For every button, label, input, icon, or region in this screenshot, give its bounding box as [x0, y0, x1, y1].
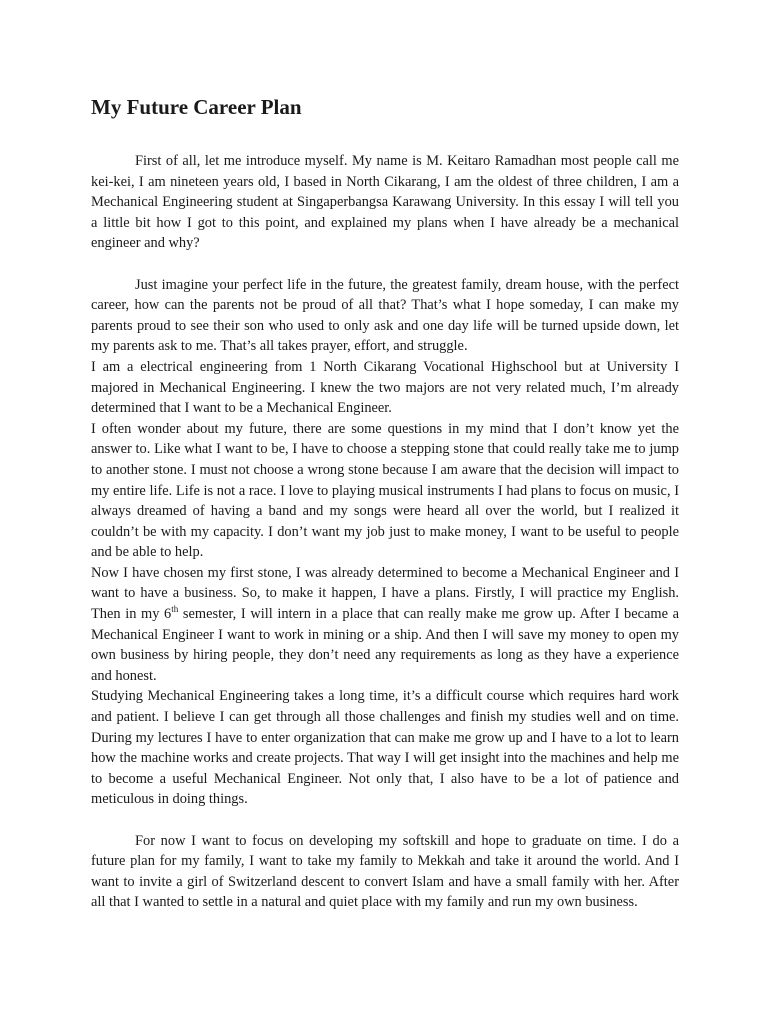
- document-title: My Future Career Plan: [91, 95, 302, 119]
- paragraph-first-stone: [91, 563, 679, 687]
- paragraph-wondering-future: I often wonder about my future, there are some questions in my mind that I don’t know yet the answer to. Like what I want to be, I have to choose a stepping stone that could really take me to jump to another stone. I must not choose a wrong stone because I am aware that the decision will impact to my entire life. Life is not a race. I love to playing musical instruments I had plans to focus on music, I always dreamed of having a band and my songs were heard all over the world, but I realized it couldn’t be with my capacity. I don’t want my job just to make money, I want to be useful to people and be able to help.: [91, 420, 679, 561]
- first-stone-text-end: semester, I will intern in a place that can really make me grow up. After I became a Mechanical Engineer I want to work in mining or a ship. And then I will save my money to open my own business by hiring people, they don’t need any requirements as long as they have a experience and honest.: [91, 606, 680, 684]
- paragraph-education: I am a electrical engineering from 1 North Cikarang Vocational Highschool but at University I majored in Mechanical Engineering. I knew the two majors are not very related much, I’m already determined that I want to be a Mechanical Engineer.: [91, 358, 679, 417]
- paragraph-studying: Studying Mechanical Engineering takes a long time, it’s a difficult course which requires hard work and patient. I believe I can get through all those challenges and finish my studies well and on time. During my lectures I have to enter organization that can make me grow up and I have to a lot to learn how the machine works and create projects. That way I will get insight into the machines and help me to become a useful Mechanical Engineer. Not only that, I also have to be a lot of patience and meticulous in doing things.: [91, 688, 679, 808]
- document-page: [91, 0, 679, 1024]
- document-body: [91, 151, 679, 913]
- paragraph-future-plan: For now I want to focus on developing my softskill and hope to graduate on time. I do a future plan for my family, I want to take my family to Mekkah and take it around the world. And I want to invite a girl of Switzerland descent to convert Islam and have a small family with her. After all that I wanted to settle in a natural and quiet place with my family and run my own business.: [91, 832, 679, 911]
- ordinal-superscript: th: [171, 604, 179, 615]
- paragraph-perfect-life: Just imagine your perfect life in the future, the greatest family, dream house, with the perfect career, how can the parents not be proud of all that? That’s what I hope someday, I can make my parents proud to see their son who used to only ask and one day life will be turned upside down, let my parents ask to me. That’s all takes prayer, effort, and struggle.: [91, 276, 679, 355]
- first-stone-text-start: Now I have chosen my first stone, I was already determined to become a Mechanical Engineer and I want to have a business. So, to make it happen, I have a plans. Firstly, I will practice my English. Then in my 6: [91, 564, 679, 623]
- paragraph-introduction: First of all, let me introduce myself. My name is M. Keitaro Ramadhan most people call me kei-kei, I am nineteen years old, I based in North Cikarang, I am the oldest of three children, I am a Mechanical Engineering student at Singaperbangsa Karawang University. In this essay I will tell you a little bit how I got to this point, and explained my plans when I have already be a mechanical engineer and why?: [91, 153, 679, 252]
